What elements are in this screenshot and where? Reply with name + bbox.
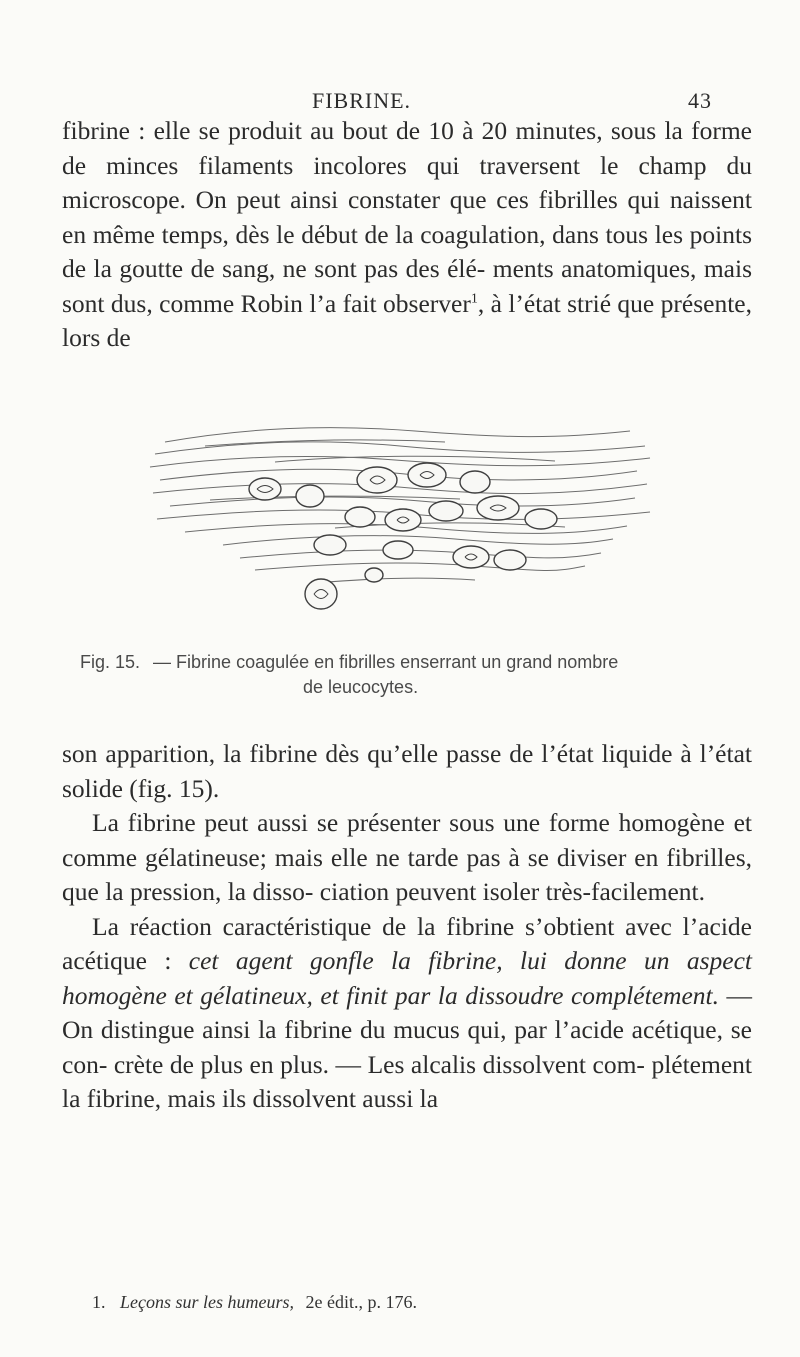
page-number: 43 — [688, 88, 712, 113]
fibrin-illustration — [145, 400, 655, 660]
body-text-top — [62, 114, 752, 356]
fibril-line — [153, 484, 647, 494]
figure-caption-line-1: — Fibrine coagulée en fibrilles enserrant un grand nombre — [153, 652, 619, 672]
leucocyte — [385, 509, 421, 531]
fibril-line — [240, 550, 601, 558]
leucocyte — [525, 509, 557, 529]
paragraph-acetic-italic: cet agent gonfle la fibrine, lui donne un aspect homogène et gélatineux, et finit par la dissoudre complétement. — [62, 946, 752, 1010]
paragraph-fibrine-formation — [62, 114, 752, 356]
fibril-line — [205, 440, 445, 446]
fibril-line — [160, 469, 637, 480]
footnote-number: 1. — [92, 1292, 106, 1312]
leucocyte — [357, 467, 397, 493]
leucocyte — [460, 471, 490, 493]
footnote — [92, 1291, 417, 1313]
figure-caption-line-2: de leucocytes. — [303, 677, 419, 697]
paragraph-acetic-start: La réaction caractéristique de la fibrine s’obtient avec l’acide acétique : — [62, 911, 752, 975]
leucocyte — [249, 478, 281, 500]
leucocyte — [305, 579, 337, 609]
fibril-line — [150, 456, 650, 467]
figure-label: Fig. 15. — [80, 652, 141, 672]
footnote-title: Leçons sur les humeurs, — [120, 1292, 294, 1312]
leucocyte — [453, 546, 489, 568]
fibril-line — [315, 578, 475, 583]
paragraph-fibrine-state: son apparition, la fibrine dès qu’elle passe de l’état liquide à l’état solide (fig. 15). — [62, 739, 752, 803]
fibril-line — [255, 563, 585, 570]
footnote-details: 2e édit., p. 176. — [305, 1292, 417, 1312]
leucocyte — [365, 568, 383, 582]
body-text-bottom — [62, 737, 752, 1117]
leucocyte — [494, 550, 526, 570]
leucocyte — [345, 507, 375, 527]
fibril-line — [155, 442, 645, 454]
figure-caption — [80, 650, 745, 700]
footnote-marker: 1 — [470, 291, 478, 306]
paragraph-acetic-reaction — [62, 910, 752, 1117]
leucocyte — [314, 535, 346, 555]
fibril-line — [223, 536, 613, 545]
leucocyte — [408, 463, 446, 487]
paragraph-acetic-end: — On distingue ainsi la fibrine du mucus qui, par l’acide acétique, se con- crète de plus en plus. — Les alcalis dissolvent com- plétement la fibrine, mais ils dissolvent aussi la — [62, 980, 753, 1113]
paragraph-continuation: , à l’état strié que présente, lors de — [62, 288, 752, 352]
paragraph-text: fibrine : elle se produit au bout de 10 à 20 minutes, sous la forme de minces filaments incolores qui traversent le champ du microscope. On peut ainsi constater que ces fibrilles qui naissent en même temps, dès le début de la coagulation, dans tous les points de la goutte de sang, ne sont pas des élé- ments anatomiques, mais sont dus, comme Robin l’a fait observer — [62, 116, 752, 318]
leucocyte — [383, 541, 413, 559]
leucocyte — [429, 501, 463, 521]
leucocyte — [477, 496, 519, 520]
running-title: FIBRINE. — [312, 88, 412, 113]
paragraph-homogeneous-form: La fibrine peut aussi se présenter sous une forme homogène et comme gélatineuse; mais elle ne tarde pas à se diviser en fibrilles, que la pression, la disso- ciation peuvent isoler très-facilement. — [62, 808, 752, 906]
leucocyte — [296, 485, 324, 507]
